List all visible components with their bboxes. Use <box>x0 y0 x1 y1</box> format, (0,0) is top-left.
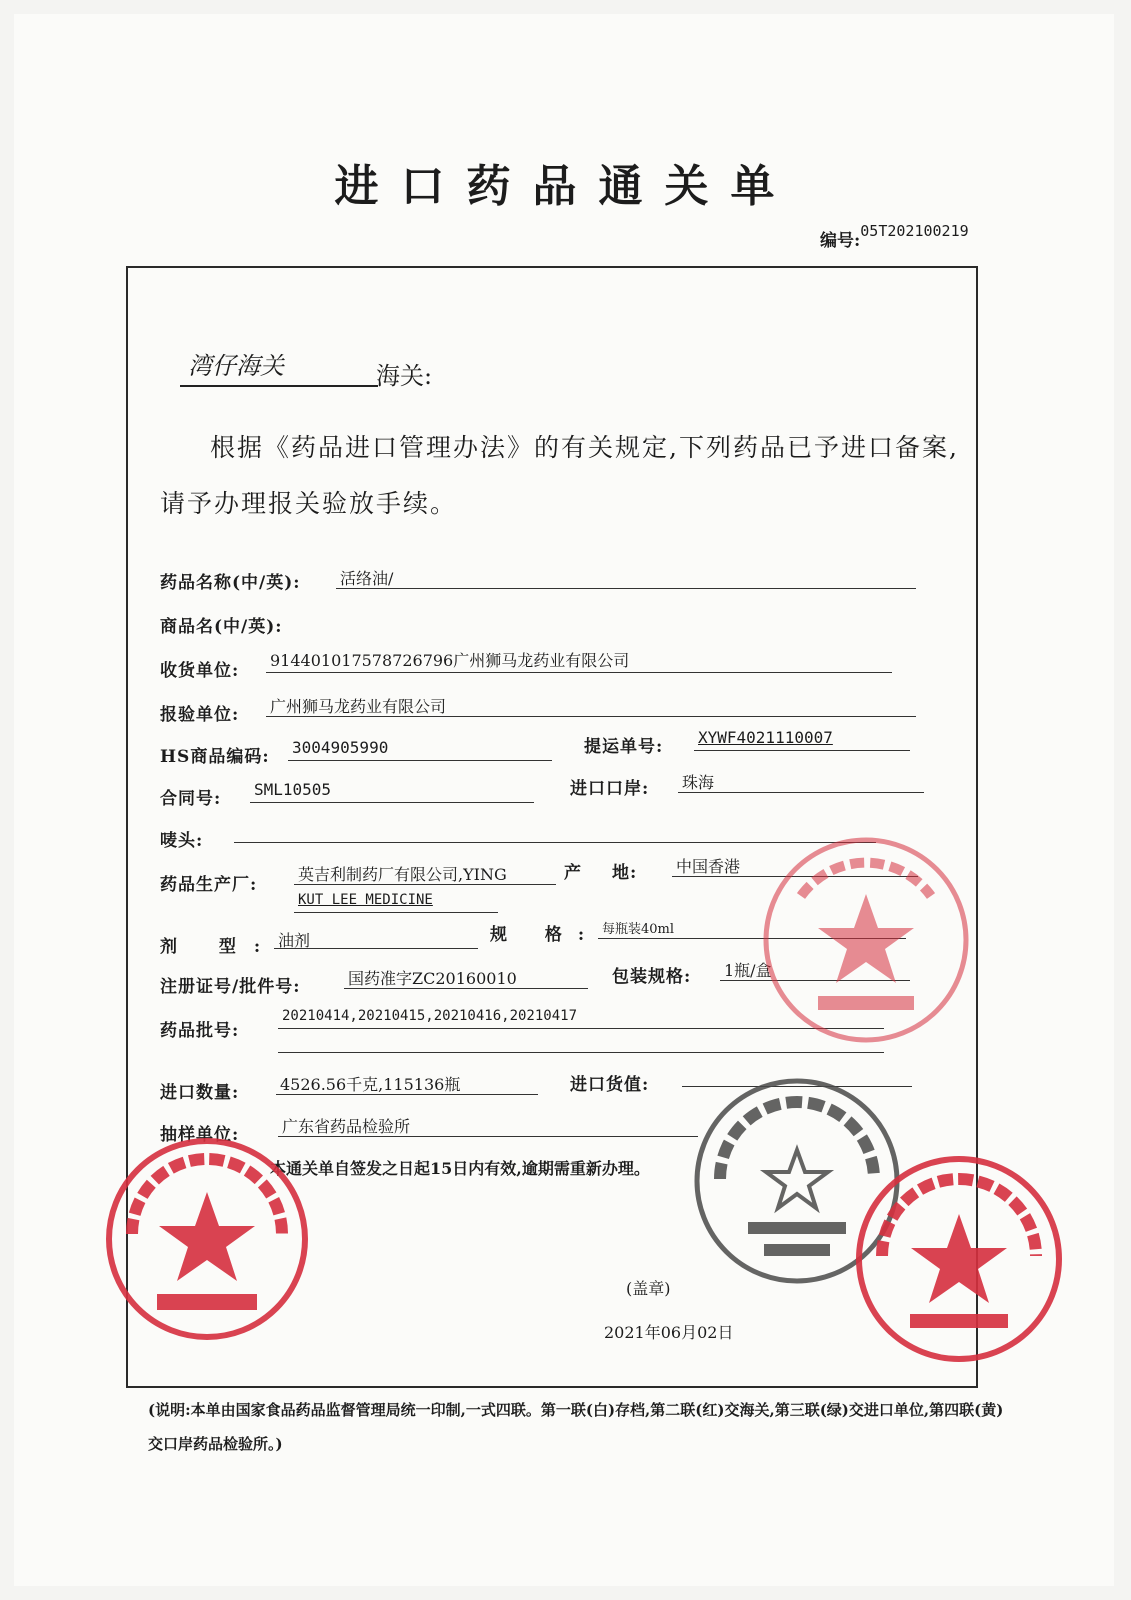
goods-value-label: 进口货值: <box>570 1075 650 1095</box>
consignee-label: 收货单位: <box>160 661 240 681</box>
sampling-unit-value: 广东省药品检验所 <box>282 1117 411 1136</box>
bill-of-lading-label: 提运单号: <box>584 737 664 757</box>
manufacturer-label: 药品生产厂: <box>160 875 258 895</box>
manufacturer-value-line1: 英吉利制药厂有限公司,YING <box>298 865 507 884</box>
quantity-line <box>276 1094 538 1095</box>
batch-label: 药品批号: <box>160 1021 240 1041</box>
contract-label: 合同号: <box>160 789 222 809</box>
manufacturer-value-line2: KUT LEE MEDICINE <box>298 892 433 908</box>
hs-code-line <box>288 760 552 761</box>
registration-line <box>344 988 588 989</box>
packing-label: 包装规格: <box>612 967 692 987</box>
port-label: 进口口岸: <box>570 779 650 799</box>
document-number-value: 05T202100219 <box>860 222 969 240</box>
quantity-value: 4526.56千克,115136瓶 <box>280 1075 461 1094</box>
document-number <box>820 222 969 251</box>
inspection-applicant-label: 报验单位: <box>160 705 240 725</box>
quality-stamp-guangzhou <box>756 826 976 1056</box>
customs-name: 湾仔海关 <box>180 346 378 387</box>
spec-label: 规 格: <box>490 925 601 945</box>
sampling-unit-line <box>278 1136 698 1137</box>
seal-label: (盖章) <box>626 1279 671 1298</box>
document-title: 进口药品通关单 <box>334 161 797 212</box>
dosage-form-label: 剂 型: <box>160 937 279 957</box>
inspection-applicant-line <box>266 716 916 717</box>
drug-name-value: 活络油/ <box>340 569 394 588</box>
intro-paragraph: 根据《药品进口管理办法》的有关规定,下列药品已予进口备案,请予办理报关验放手续。 <box>160 433 959 518</box>
footnote: (说明:本单由国家食品药品监督管理局统一印制,一式四联。第一联(白)存档,第二联(红)交海关,第三联(绿)交进口单位,第四联(黄)交口岸药品检验所。) <box>148 1401 1004 1453</box>
bill-of-lading-line <box>694 750 910 751</box>
port-value: 珠海 <box>682 773 715 792</box>
hs-code-value: 3004905990 <box>292 738 389 757</box>
sampling-unit-label: 抽样单位: <box>160 1125 240 1145</box>
quality-stamp-guangxi <box>852 1152 1066 1366</box>
dosage-form-line <box>274 948 478 949</box>
drug-name-line <box>336 588 916 589</box>
trade-name-label: 商品名(中/英): <box>160 617 283 637</box>
quality-stamp-liuzhou <box>102 1134 312 1344</box>
origin-label-1: 产 <box>564 863 582 883</box>
document-number-label: 编号: <box>820 231 861 251</box>
batch-value: 20210414,20210415,20210416,20210417 <box>282 1008 578 1024</box>
bill-of-lading-value: XYWF4021110007 <box>698 728 833 747</box>
manufacturer-line2 <box>294 912 498 913</box>
quantity-label: 进口数量: <box>160 1083 240 1103</box>
hs-code-label: HS商品编码: <box>160 747 270 767</box>
dosage-form-value: 油剂 <box>278 931 311 950</box>
customs-suffix: 海关: <box>376 362 433 390</box>
port-line <box>678 792 924 793</box>
packing-value: 1瓶/盒 <box>724 961 772 980</box>
drug-name-label: 药品名称(中/英): <box>160 573 301 593</box>
inspection-applicant-value: 广州狮马龙药业有限公司 <box>270 697 447 716</box>
registration-value: 国药准字ZC20160010 <box>348 969 517 988</box>
consignee-value: 914401017578726796广州狮马龙药业有限公司 <box>270 651 630 670</box>
issue-date: 2021年06月02日 <box>604 1323 734 1342</box>
spec-value: 每瓶装40ml <box>602 922 675 937</box>
consignee-line <box>266 672 892 673</box>
shipping-mark-label: 唛头: <box>160 831 204 851</box>
validity-note: 本通关单自签发之日起15日内有效,逾期需重新办理。 <box>270 1159 650 1178</box>
manufacturer-line1 <box>294 884 556 885</box>
contract-value: SML10505 <box>254 780 332 799</box>
registration-label: 注册证号/批件号: <box>160 977 301 997</box>
origin-label-2: 地: <box>612 863 638 883</box>
origin-value: 中国香港 <box>676 857 741 876</box>
contract-line <box>250 802 534 803</box>
